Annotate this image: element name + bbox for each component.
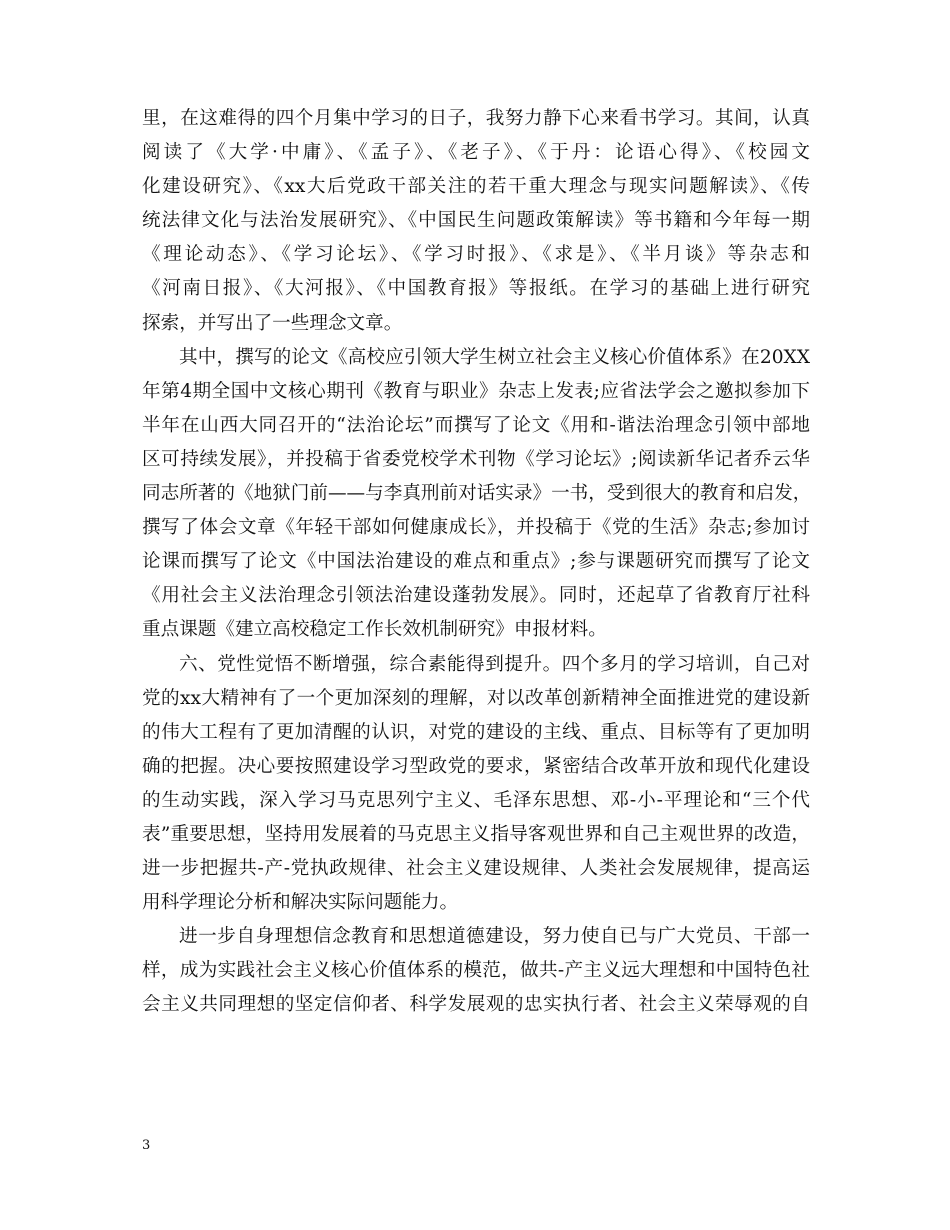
text-line: 探索，并写出了一些理念文章。 — [142, 312, 403, 334]
text-line: 重点课题《建立高校稳定工作长效机制研究》申报材料。 — [142, 619, 607, 641]
text-line: 《理论动态》、《学习论坛》、《学习时报》、《求是》、《半月谈》等杂志和 — [142, 244, 810, 266]
text-line: 统法律文化与法治发展研究》、《中国民生问题政策解读》等书籍和今年每一期 — [142, 210, 810, 232]
text-line: 《河南日报》、《大河报》、《中国教育报》等报纸。在学习的基础上进行研究 — [142, 278, 810, 300]
text-line: 进一步把握共-产-党执政规律、社会主义建设规律、人类社会发展规律，提高运 — [142, 858, 810, 880]
text-line: 六、党性觉悟不断增强，综合素能得到提升。四个多月的学习培训，自己对 — [179, 653, 810, 675]
text-line: 用科学理论分析和解决实际问题能力。 — [142, 892, 459, 914]
page-number: 3 — [142, 1138, 151, 1153]
text-line: 进一步自身理想信念教育和思想道德建设，努力使自已与广大党员、干部一 — [179, 926, 810, 948]
text-line: 《用社会主义法治理念引领法治建设蓬勃发展》。同时，还起草了省教育厅社科 — [142, 585, 810, 607]
text-line: 其中，撰写的论文《高校应引领大学生树立社会主义核心价值体系》在20XX — [179, 346, 810, 368]
text-line: 党的xx大精神有了一个更加深刻的理解，对以改革创新精神全面推进党的建设新 — [142, 687, 810, 709]
text-line: 撰写了体会文章《年轻干部如何健康成长》，并投稿于《党的生活》杂志;参加讨 — [142, 517, 810, 539]
text-line: 里，在这难得的四个月集中学习的日子，我努力静下心来看书学习。其间，认真 — [142, 108, 810, 129]
text-line: 化建设研究》、《xx大后党政干部关注的若干重大理念与现实问题解读》、《传 — [142, 176, 810, 198]
text-line: 论课而撰写了论文《中国法治建设的难点和重点》;参与课题研究而撰写了论文 — [142, 551, 810, 573]
body-text — [142, 102, 810, 1023]
text-line: 会主义共同理想的坚定信仰者、科学发展观的忠实执行者、社会主义荣辱观的自 — [142, 994, 810, 1016]
text-line: 样，成为实践社会主义核心价值体系的模范，做共-产主义远大理想和中国特色社 — [142, 960, 810, 982]
text-line: 半年在山西大同召开的“法治论坛”而撰写了论文《用和-谐法治理念引领中部地 — [142, 414, 810, 436]
text-line: 阅读了《大学·中庸》、《孟子》、《老子》、《于丹：论语心得》、《校园文 — [142, 142, 810, 164]
text-line: 同志所著的《地狱门前——与李真刑前对话实录》一书，受到很大的教育和启发， — [142, 483, 812, 505]
text-line: 的生动实践，深入学习马克思列宁主义、毛泽东思想、邓-小-平理论和“三个代 — [142, 789, 810, 811]
text-line: 区可持续发展》，并投稿于省委党校学术刊物《学习论坛》;阅读新华记者乔云华 — [142, 448, 810, 470]
text-line: 表”重要思想，坚持用发展着的马克思主义指导客观世界和自己主观世界的改造， — [142, 823, 810, 845]
text-line: 年第4期全国中文核心期刊《教育与职业》杂志上发表;应省法学会之邀拟参加下 — [142, 380, 810, 402]
text-line: 确的把握。决心要按照建设学习型政党的要求，紧密结合改革开放和现代化建设 — [142, 755, 810, 777]
text-line: 的伟大工程有了更加清醒的认识，对党的建设的主线、重点、目标等有了更加明 — [142, 721, 810, 743]
